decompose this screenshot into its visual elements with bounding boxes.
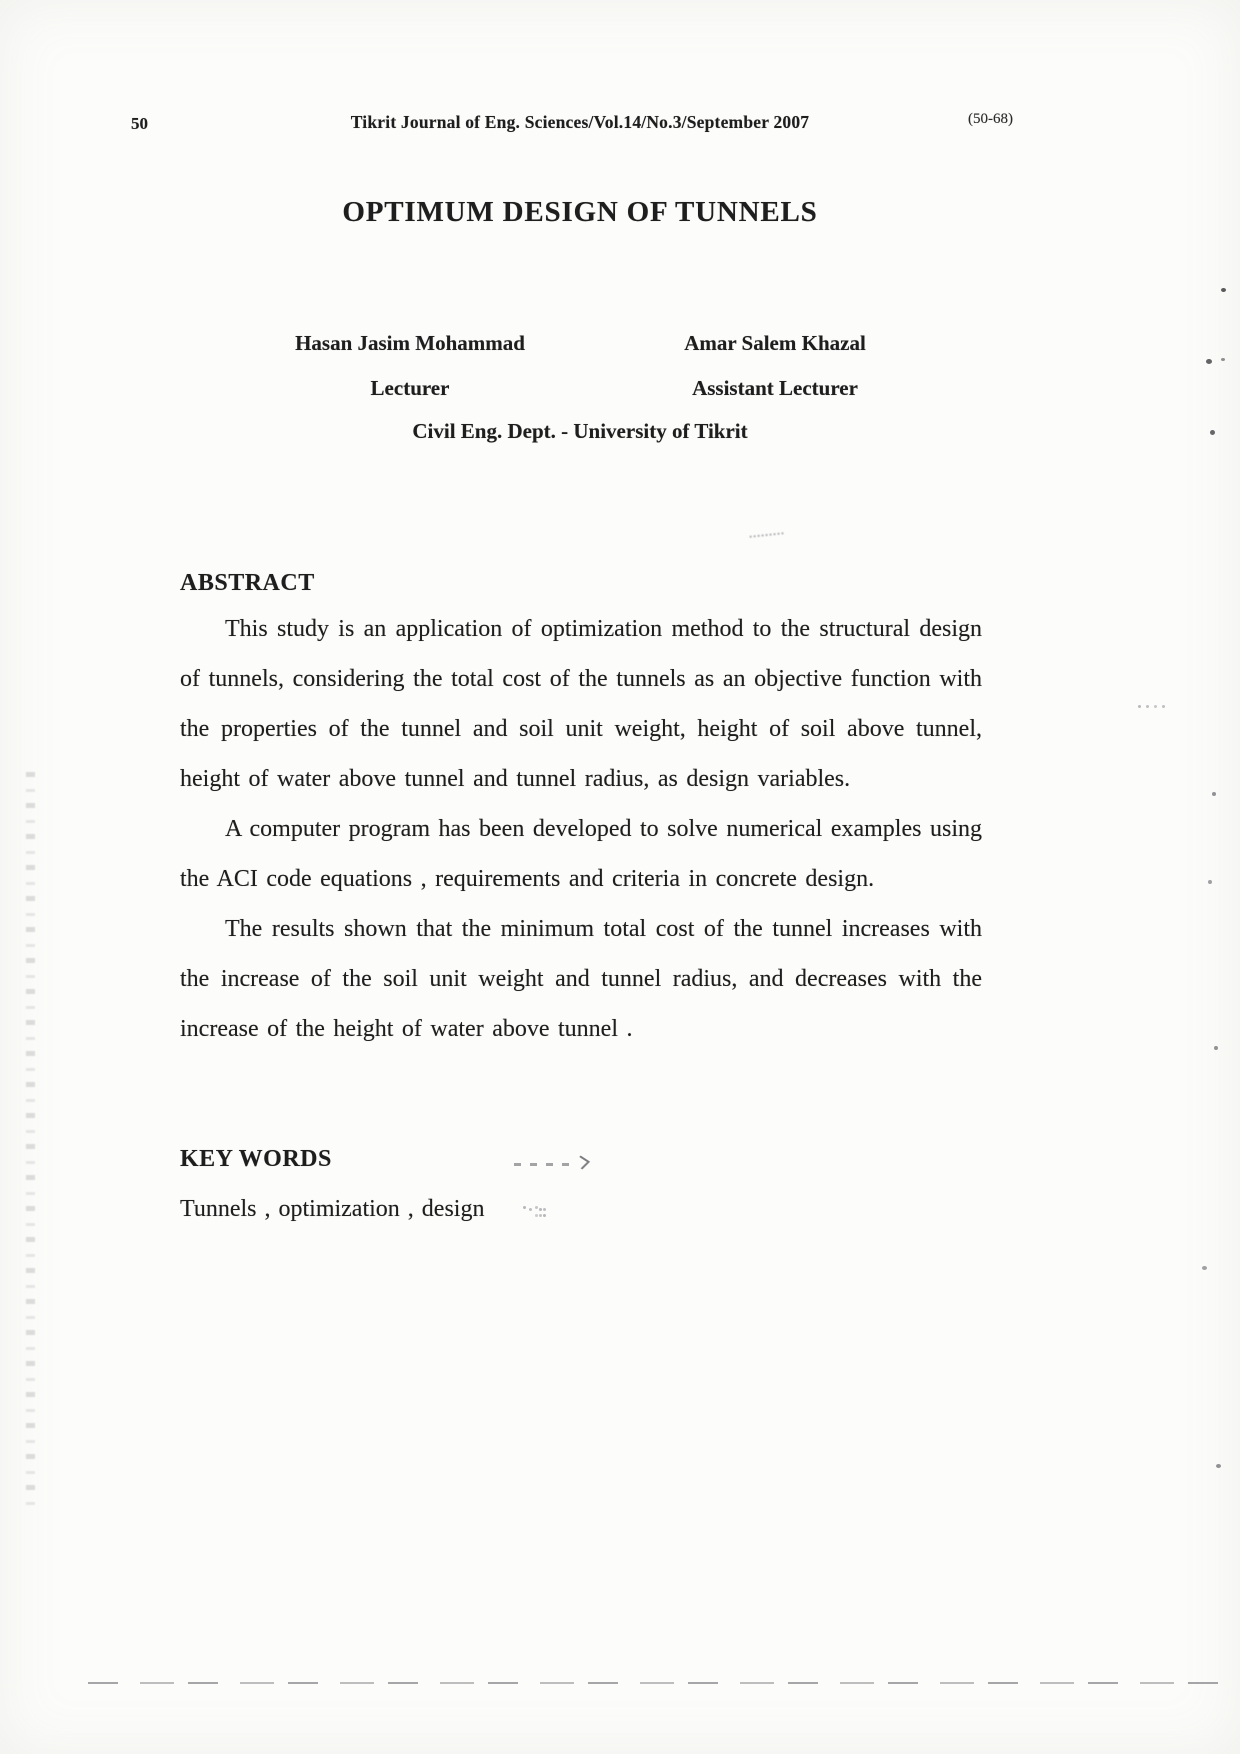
scan-speck [1206,359,1212,364]
scan-smudge-icon [514,1163,572,1166]
scan-speck [1138,705,1141,708]
abstract-paragraph-2: A computer program has been developed to solve numerical examples using the ACI code equations , requirements and criteria in concrete design. [180,816,982,892]
scan-smudge-icon [750,532,785,545]
journal-header: Tikrit Journal of Eng. Sciences/Vol.14/No.3/September 2007 [350,112,810,132]
scan-speck [1214,1046,1218,1050]
scan-smudge-icon [573,1156,590,1170]
scan-speck [1212,792,1216,796]
page-range: (50-68) [968,111,1013,127]
scan-speck [1216,1464,1221,1468]
scan-speck [1208,880,1212,884]
scan-edge-smudge [26,772,35,1510]
author-role-1: Lecturer [370,376,450,400]
author-role-2: Assistant Lecturer [692,376,858,400]
keywords-heading: KEY WORDS [180,1146,332,1172]
abstract-heading: ABSTRACT [180,570,315,596]
page-number: 50 [131,114,148,133]
author-name-2: Amar Salem Khazal [684,331,866,355]
author-name-1: Hasan Jasim Mohammad [295,331,525,355]
keywords-text: Tunnels , optimization , design [180,1196,485,1222]
scan-speck [1221,288,1226,292]
abstract-paragraph-1: This study is an application of optimization method to the structural design of tunnels, considering the total cost of the tunnels as an objective function with the properties of the tunnel and soil unit weight, height of soil above tunnel, height of water above tunnel and tunnel radius, as design variables. [180,616,982,792]
paper-title: OPTIMUM DESIGN OF TUNNELS [342,196,818,228]
affiliation: Civil Eng. Dept. - University of Tikrit [412,419,748,443]
abstract-paragraph-3: The results shown that the minimum total cost of the tunnel increases with the increase of the soil unit weight and tunnel radius, and decreases with the increase of the height of water above tunnel . [180,916,982,1042]
abstract-body [180,604,982,1054]
scan-fold-line [88,1682,1234,1684]
scan-speck [1202,1266,1207,1270]
scan-smudge-icon [523,1206,526,1209]
scan-speck [1210,430,1215,435]
